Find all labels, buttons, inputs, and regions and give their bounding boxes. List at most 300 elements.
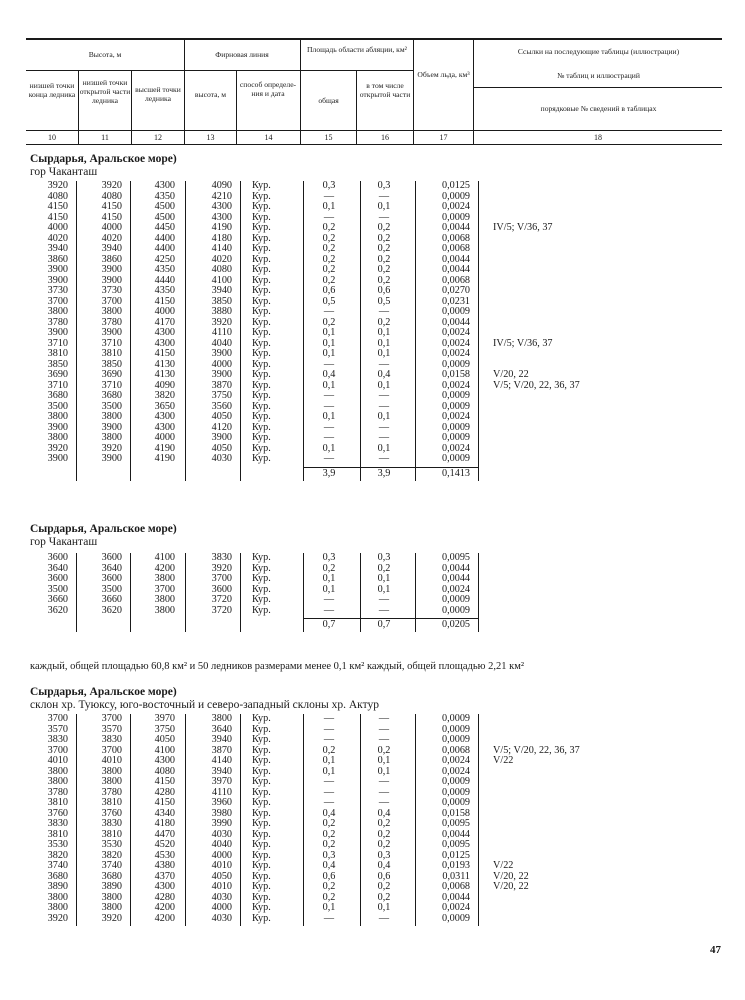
table-cell: 3640 <box>211 723 232 735</box>
table-cell: 0,6 <box>377 285 391 296</box>
column-rule <box>76 553 77 632</box>
table-cell: 3900 <box>101 264 122 275</box>
table-cell: 3960 <box>211 797 232 808</box>
table-cell: 4300 <box>154 421 175 433</box>
refs-cell: IV/5; V/36, 37 <box>493 337 553 349</box>
table-cell: 0,0044 <box>441 264 470 275</box>
table-cell: 0,5 <box>377 295 391 307</box>
table-cell: 3800 <box>154 594 175 605</box>
table-cell: 0,2 <box>377 818 391 829</box>
column-rule <box>415 714 416 926</box>
table-cell: 3780 <box>47 316 68 328</box>
table-cell: Кур. <box>252 765 271 777</box>
table-cell: — <box>378 776 390 787</box>
table-cell: 0,2 <box>322 744 336 756</box>
table-cell: 3800 <box>47 776 68 787</box>
refs-cell: V/5; V/20, 22, 36, 37 <box>493 379 580 391</box>
table-cell: 3940 <box>211 285 232 296</box>
table-cell: 3800 <box>47 891 68 903</box>
table-cell: 3800 <box>47 765 68 777</box>
table-cell: Кур. <box>252 594 271 605</box>
table-cell: 3860 <box>47 253 68 265</box>
table-cell: 3620 <box>47 604 68 616</box>
table-cell: 3900 <box>101 274 122 286</box>
table-cell: 0,2 <box>322 828 336 840</box>
column-rule <box>130 553 131 632</box>
table-cell: 3800 <box>211 713 232 724</box>
total-cell: 3,9 <box>377 467 391 479</box>
table-cell: 0,0024 <box>441 583 470 595</box>
table-cell: 4050 <box>211 870 232 882</box>
table-cell: — <box>378 190 390 202</box>
table-cell: — <box>323 723 335 735</box>
table-cell: Кур. <box>252 786 271 798</box>
table-cell: 3710 <box>101 337 122 349</box>
table-cell: 0,1 <box>322 327 336 338</box>
table-cell: 0,0024 <box>441 201 470 212</box>
table-cell: 0,2 <box>322 232 336 244</box>
table-cell: 0,2 <box>377 253 391 265</box>
table-cell: Кур. <box>252 295 271 307</box>
table-cell: Кур. <box>252 390 271 401</box>
table-cell: 3810 <box>101 797 122 808</box>
table-cell: 0,4 <box>322 807 336 819</box>
table-cell: 3940 <box>211 765 232 777</box>
table-cell: 0,2 <box>377 881 391 892</box>
table-cell: 0,0009 <box>441 432 470 443</box>
table-cell: Кур. <box>252 797 271 808</box>
table-cell: 0,1 <box>377 327 391 338</box>
table-cell: 3800 <box>101 765 122 777</box>
table-cell: 3800 <box>47 432 68 443</box>
table-cell: 3700 <box>101 295 122 307</box>
table-cell: 3710 <box>47 379 68 391</box>
table-cell: 4090 <box>154 379 175 391</box>
table-cell: 0,0068 <box>441 744 470 756</box>
table-cell: 3820 <box>154 390 175 401</box>
table-cell: 0,2 <box>377 891 391 903</box>
table-cell: 0,0095 <box>441 552 470 563</box>
table-cell: 4000 <box>101 222 122 233</box>
section-subtitle: гор Чаканташ <box>30 536 98 548</box>
table-cell: 4010 <box>211 860 232 871</box>
table-cell: 0,2 <box>377 744 391 756</box>
column-rule <box>240 181 241 481</box>
total-cell: 3,9 <box>322 467 336 479</box>
table-cell: 3600 <box>101 552 122 563</box>
table-cell: 4200 <box>154 562 175 574</box>
table-cell: 3620 <box>101 604 122 616</box>
table-cell: 3900 <box>101 421 122 433</box>
table-cell: 0,0044 <box>441 828 470 840</box>
column-rule <box>303 553 304 632</box>
table-cell: 4030 <box>211 453 232 464</box>
table-cell: 4150 <box>154 797 175 808</box>
total-cell: 0,7 <box>377 619 391 630</box>
table-cell: Кур. <box>252 818 271 829</box>
table-cell: 3800 <box>101 891 122 903</box>
table-cell: Кур. <box>252 744 271 756</box>
column-rule <box>303 714 304 926</box>
table-cell: 3850 <box>47 358 68 370</box>
column-rule <box>303 181 304 481</box>
table-cell: 4400 <box>154 243 175 254</box>
table-cell: 4300 <box>211 211 232 223</box>
table-cell: 3800 <box>47 902 68 913</box>
column-rule <box>130 181 131 481</box>
table-cell: 0,0009 <box>441 912 470 924</box>
table-cell: — <box>323 797 335 808</box>
table-cell: 3700 <box>211 573 232 584</box>
section-subtitle: гор Чаканташ <box>30 166 98 178</box>
table-cell: 0,3 <box>322 180 336 191</box>
table-cell: Кур. <box>252 552 271 563</box>
table-cell: 4380 <box>154 860 175 871</box>
table-cell: 3800 <box>101 776 122 787</box>
table-cell: 0,1 <box>322 442 336 454</box>
table-cell: 0,2 <box>377 839 391 850</box>
table-cell: 0,0024 <box>441 348 470 359</box>
table-cell: Кур. <box>252 583 271 595</box>
table-cell: Кур. <box>252 180 271 191</box>
table-cell: 0,0125 <box>441 180 470 191</box>
table-cell: — <box>323 786 335 798</box>
table-cell: 3900 <box>47 264 68 275</box>
table-cell: 4370 <box>154 870 175 882</box>
table-cell: 0,0044 <box>441 891 470 903</box>
table-cell: 0,2 <box>322 818 336 829</box>
table-cell: 0,0009 <box>441 797 470 808</box>
column-rule <box>478 181 479 481</box>
table-cell: 3990 <box>211 818 232 829</box>
table-cell: 4000 <box>211 358 232 370</box>
table-cell: 4050 <box>211 442 232 454</box>
table-cell: 0,2 <box>322 562 336 574</box>
table-cell: Кур. <box>252 411 271 422</box>
table-cell: 0,2 <box>377 828 391 840</box>
table-cell: Кур. <box>252 604 271 616</box>
refs-cell: V/22 <box>493 860 514 871</box>
table-cell: 4350 <box>154 264 175 275</box>
table-cell: 4010 <box>47 755 68 766</box>
table-cell: Кур. <box>252 881 271 892</box>
table-cell: 3760 <box>47 807 68 819</box>
table-cell: 0,2 <box>322 253 336 265</box>
table-cell: 4190 <box>154 453 175 464</box>
table-cell: 3660 <box>101 594 122 605</box>
table-cell: 0,6 <box>322 870 336 882</box>
table-cell: 3800 <box>47 411 68 422</box>
table-cell: 4180 <box>154 818 175 829</box>
table-cell: 3500 <box>101 583 122 595</box>
column-rule <box>360 553 361 632</box>
table-cell: 3900 <box>211 348 232 359</box>
table-cell: 4020 <box>101 232 122 244</box>
table-cell: 0,0024 <box>441 765 470 777</box>
table-cell: 3980 <box>211 807 232 819</box>
table-cell: — <box>323 594 335 605</box>
table-cell: 3900 <box>47 327 68 338</box>
table-cell: 0,2 <box>377 243 391 254</box>
table-cell: 0,1 <box>377 348 391 359</box>
table-cell: 0,0009 <box>441 306 470 317</box>
table-cell: 4440 <box>154 274 175 286</box>
table-cell: 3760 <box>101 807 122 819</box>
table-cell: — <box>378 713 390 724</box>
table-cell: 4030 <box>211 891 232 903</box>
column-rule <box>478 553 479 632</box>
table-cell: 3700 <box>154 583 175 595</box>
table-cell: 0,0270 <box>441 285 470 296</box>
table-cell: — <box>378 797 390 808</box>
column-rule <box>76 181 77 481</box>
table-cell: 0,0044 <box>441 253 470 265</box>
table-cell: Кур. <box>252 713 271 724</box>
table-cell: 3700 <box>47 713 68 724</box>
table-cell: 0,4 <box>377 860 391 871</box>
table-cell: 3680 <box>101 390 122 401</box>
table-cell: 4030 <box>211 828 232 840</box>
table-cell: 4130 <box>154 369 175 380</box>
table-cell: 0,1 <box>322 337 336 349</box>
table-cell: Кур. <box>252 348 271 359</box>
table-cell: 0,2 <box>322 316 336 328</box>
table-cell: Кур. <box>252 912 271 924</box>
table-cell: 4300 <box>154 881 175 892</box>
table-cell: 3640 <box>101 562 122 574</box>
col-num: 16 <box>381 133 389 142</box>
section-title: Сырдарья, Аральское море) <box>30 153 177 165</box>
table-cell: 3810 <box>101 348 122 359</box>
table-cell: 4300 <box>211 201 232 212</box>
table-cell: 3970 <box>211 776 232 787</box>
table-cell: 0,0024 <box>441 902 470 913</box>
table-cell: 0,3 <box>322 849 336 861</box>
table-cell: — <box>323 713 335 724</box>
table-cell: Кур. <box>252 379 271 391</box>
table-cell: 3500 <box>101 400 122 412</box>
table-cell: 3740 <box>101 860 122 871</box>
table-cell: — <box>323 432 335 443</box>
col-num: 11 <box>101 133 109 142</box>
table-cell: 3730 <box>101 285 122 296</box>
table-cell: 0,1 <box>322 583 336 595</box>
table-cell: 4150 <box>101 211 122 223</box>
table-cell: 0,4 <box>377 369 391 380</box>
table-cell: — <box>323 453 335 464</box>
table-cell: 4040 <box>211 337 232 349</box>
table-cell: — <box>378 786 390 798</box>
header-col-firn-method: способ определе-ния и дата <box>239 80 297 98</box>
table-cell: 3900 <box>47 453 68 464</box>
table-cell: 3780 <box>47 786 68 798</box>
section-title: Сырдарья, Аральское море) <box>30 523 177 535</box>
table-cell: 3650 <box>154 400 175 412</box>
table-cell: 0,1 <box>322 201 336 212</box>
table-cell: Кур. <box>252 358 271 370</box>
table-cell: Кур. <box>252 828 271 840</box>
table-cell: 0,2 <box>322 274 336 286</box>
table-cell: 4010 <box>101 755 122 766</box>
table-cell: 0,1 <box>377 765 391 777</box>
table-cell: 3800 <box>47 306 68 317</box>
table-cell: 3920 <box>47 180 68 191</box>
table-cell: 3970 <box>154 713 175 724</box>
table-cell: Кур. <box>252 274 271 286</box>
column-rule <box>185 714 186 926</box>
table-cell: — <box>378 723 390 735</box>
header-refs-sub2: порядковые № сведений в таблицах <box>540 104 657 113</box>
table-cell: 3940 <box>101 243 122 254</box>
table-cell: 0,0009 <box>441 604 470 616</box>
table-cell: 4110 <box>212 786 232 798</box>
table-cell: 0,2 <box>377 316 391 328</box>
table-cell: 0,0009 <box>441 594 470 605</box>
column-rule <box>130 714 131 926</box>
table-cell: 4000 <box>211 849 232 861</box>
table-cell: 0,2 <box>377 264 391 275</box>
refs-cell: V/5; V/20, 22, 36, 37 <box>493 744 580 756</box>
table-cell: 4450 <box>154 222 175 233</box>
table-cell: 3890 <box>101 881 122 892</box>
table-cell: — <box>378 912 390 924</box>
table-cell: 0,0193 <box>441 860 470 871</box>
table-cell: 0,1 <box>322 379 336 391</box>
table-cell: 3700 <box>101 713 122 724</box>
table-cell: Кур. <box>252 253 271 265</box>
table-cell: Кур. <box>252 573 271 584</box>
table-cell: 4150 <box>154 776 175 787</box>
table-cell: Кур. <box>252 306 271 317</box>
header-volume: Объем льда, км³ <box>417 70 470 79</box>
table-cell: — <box>323 734 335 745</box>
table-cell: 4050 <box>154 734 175 745</box>
header-col-lowest: низшей точки конца ледника <box>28 81 76 99</box>
table-cell: 0,0158 <box>441 807 470 819</box>
table-cell: Кур. <box>252 807 271 819</box>
column-rule <box>415 181 416 481</box>
column-rule <box>478 714 479 926</box>
table-cell: 4030 <box>211 912 232 924</box>
header-refs-group: Ссылки на последующие таблицы (иллюстрации) <box>517 47 680 56</box>
total-cell: 0,1413 <box>441 467 470 479</box>
table-cell: 3800 <box>101 902 122 913</box>
header-col-lowest-open: низшей точки открытой части ледника <box>79 78 131 105</box>
table-cell: 3920 <box>211 562 232 574</box>
table-cell: 3920 <box>101 442 122 454</box>
table-cell: — <box>378 734 390 745</box>
table-cell: — <box>323 912 335 924</box>
table-cell: Кур. <box>252 860 271 871</box>
table-cell: 0,1 <box>322 902 336 913</box>
table-cell: 4280 <box>154 786 175 798</box>
table-cell: 0,2 <box>322 222 336 233</box>
table-cell: 3920 <box>211 316 232 328</box>
summary-note: каждый, общей площадью 60,8 км² и 50 ледников размерами менее 0,1 км² каждый, общей площадью 2,21 км² <box>30 661 524 672</box>
table-cell: 0,0231 <box>441 295 470 307</box>
table-cell: — <box>378 358 390 370</box>
table-cell: 4050 <box>211 411 232 422</box>
table-cell: — <box>378 211 390 223</box>
table-cell: 4080 <box>211 264 232 275</box>
table-cell: 4090 <box>211 180 232 191</box>
table-cell: 3740 <box>47 860 68 871</box>
table-cell: 3700 <box>47 295 68 307</box>
table-cell: 4150 <box>47 201 68 212</box>
table-cell: 0,0044 <box>441 562 470 574</box>
table-cell: 0,0125 <box>441 849 470 861</box>
table-cell: — <box>323 400 335 412</box>
table-cell: 3900 <box>211 432 232 443</box>
table-cell: 0,0009 <box>441 453 470 464</box>
table-cell: Кур. <box>252 327 271 338</box>
header-height-group: Высота, м <box>88 50 122 59</box>
table-cell: 4300 <box>154 755 175 766</box>
header-col-highest: высшей точки ледника <box>135 85 181 103</box>
table-cell: 0,4 <box>377 807 391 819</box>
table-cell: 0,1 <box>377 411 391 422</box>
table-cell: Кур. <box>252 849 271 861</box>
table-cell: 4500 <box>154 201 175 212</box>
table-cell: 3600 <box>101 573 122 584</box>
table-cell: 0,1 <box>322 573 336 584</box>
table-cell: 3780 <box>101 786 122 798</box>
table-cell: 0,1 <box>377 201 391 212</box>
refs-cell: V/22 <box>493 755 514 766</box>
col-num: 18 <box>594 133 602 142</box>
table-cell: 3810 <box>47 828 68 840</box>
table-cell: 3680 <box>47 870 68 882</box>
table-cell: 3820 <box>101 849 122 861</box>
table-cell: 0,4 <box>322 860 336 871</box>
table-cell: 4530 <box>154 849 175 861</box>
table-cell: 3600 <box>47 552 68 563</box>
column-rule <box>76 714 77 926</box>
col-num: 14 <box>264 133 273 142</box>
table-cell: Кур. <box>252 776 271 787</box>
table-cell: 3780 <box>101 316 122 328</box>
table-cell: 3920 <box>101 180 122 191</box>
table-cell: 3900 <box>211 369 232 380</box>
table-cell: 4100 <box>154 744 175 756</box>
header-col-firn-height: высота, м <box>194 90 227 99</box>
table-cell: Кур. <box>252 264 271 275</box>
table-cell: Кур. <box>252 285 271 296</box>
table-cell: 0,2 <box>377 222 391 233</box>
table-cell: 0,0009 <box>441 421 470 433</box>
col-num: 13 <box>206 133 215 142</box>
table-cell: Кур. <box>252 232 271 244</box>
table-cell: Кур. <box>252 222 271 233</box>
table-cell: 3710 <box>47 337 68 349</box>
table-cell: 0,2 <box>322 243 336 254</box>
table-cell: 4340 <box>154 807 175 819</box>
table-cell: 4000 <box>211 902 232 913</box>
table-cell: 4000 <box>154 306 175 317</box>
table-cell: Кур. <box>252 201 271 212</box>
header-col-abl-open: в том числе открытой части <box>359 81 411 99</box>
table-cell: — <box>323 421 335 433</box>
table-cell: 4130 <box>154 358 175 370</box>
table-cell: 0,1 <box>377 755 391 766</box>
table-cell: Кур. <box>252 453 271 464</box>
table-cell: 3700 <box>101 744 122 756</box>
table-cell: 3710 <box>101 379 122 391</box>
table-cell: 3500 <box>47 400 68 412</box>
table-cell: 0,0009 <box>441 211 470 223</box>
table-cell: 3500 <box>47 583 68 595</box>
table-cell: 0,0024 <box>441 411 470 422</box>
